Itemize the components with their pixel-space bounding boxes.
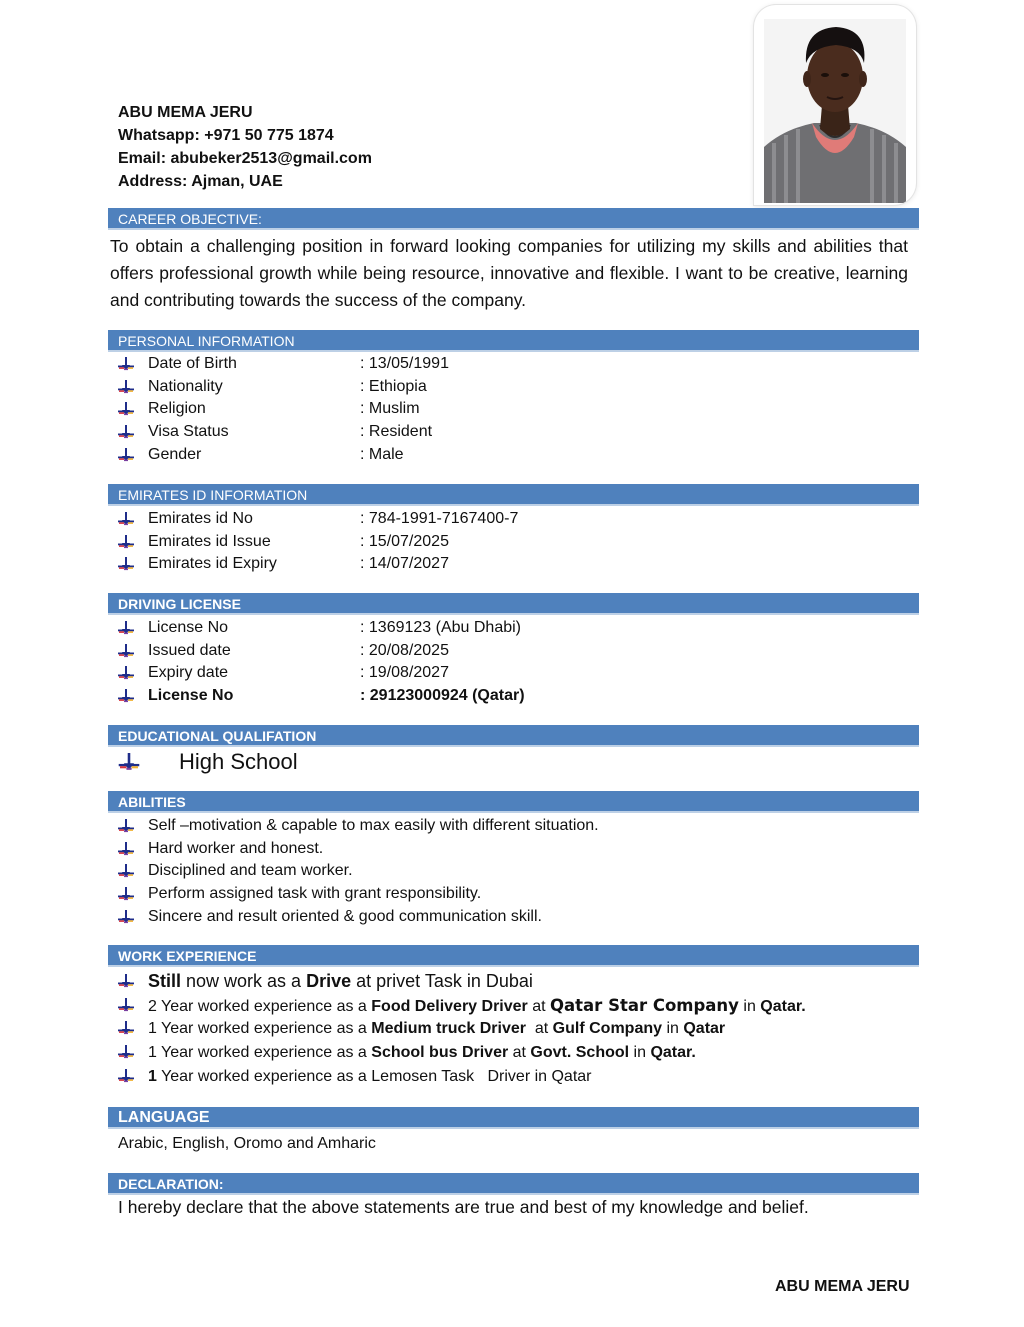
work-location: Qatar. <box>760 997 806 1015</box>
candidate-name: ABU MEMA JERU <box>118 104 253 121</box>
declaration-text: I hereby declare that the above statements are true and best of my knowledge and belief. <box>118 1197 809 1217</box>
arrow-bullet-icon <box>118 512 134 526</box>
arrow-bullet-icon <box>118 666 134 680</box>
field-label: License No <box>148 687 234 705</box>
field-label: Religion <box>148 400 206 418</box>
field-label: Gender <box>148 445 202 463</box>
job-title: Food Delivery Driver <box>371 997 528 1015</box>
work-emphasis: Still <box>148 971 182 991</box>
field-value: : 1369123 (Abu Dhabi) <box>360 619 521 636</box>
work-emphasis: 1 <box>148 1067 157 1085</box>
work-text <box>148 994 806 1019</box>
ability-text: Self –motivation & capable to max easily with different situation. <box>148 817 599 834</box>
job-title: School bus Driver <box>371 1044 509 1062</box>
abilities-header: ABILITIES <box>108 791 919 813</box>
ability-text: Sincere and result oriented & good communication skill. <box>148 907 542 925</box>
arrow-bullet-icon <box>118 644 134 658</box>
arrow-bullet-icon <box>118 753 140 771</box>
education-level: High School <box>179 749 298 774</box>
field-value: : Ethiopia <box>360 377 427 395</box>
declaration-header: DECLARATION: <box>108 1173 919 1195</box>
arrow-bullet-icon <box>118 910 134 924</box>
arrow-bullet-icon <box>118 448 134 462</box>
job-title: Medium truck Driver <box>371 1020 526 1038</box>
ability-text: Disciplined and team worker. <box>148 862 353 880</box>
company-name: Govt. School <box>530 1044 630 1062</box>
arrow-bullet-icon <box>118 380 134 394</box>
work-experience-header: WORK EXPERIENCE <box>108 945 919 967</box>
personal-info-header: PERSONAL INFORMATION <box>108 330 919 352</box>
work-text <box>148 1041 696 1065</box>
arrow-bullet-icon <box>118 689 134 703</box>
work-emphasis: Drive <box>306 971 352 991</box>
field-value: : Muslim <box>360 400 420 418</box>
company-name: Qatar Star Company <box>550 995 739 1015</box>
field-label: Visa Status <box>148 423 229 441</box>
work-fragment: in <box>738 997 761 1015</box>
field-label: Issued date <box>148 641 231 659</box>
arrow-bullet-icon <box>118 535 134 549</box>
driving-license-header: DRIVING LICENSE <box>108 593 919 615</box>
email-address: Email: abubeker2513@gmail.com <box>118 150 372 167</box>
whatsapp-number: Whatsapp: +971 50 775 1874 <box>118 127 334 144</box>
field-value: : 14/07/2027 <box>360 555 449 573</box>
work-fragment: Year worked experience as a Lemosen Task Driver in Qatar <box>156 1067 592 1085</box>
field-value: : 20/08/2025 <box>360 641 449 659</box>
field-label: Emirates id Expiry <box>148 555 277 573</box>
arrow-bullet-icon <box>118 357 134 371</box>
field-value: : 15/07/2025 <box>360 532 449 550</box>
language-header: LANGUAGE <box>108 1107 919 1129</box>
work-fragment: at <box>527 997 550 1015</box>
arrow-bullet-icon <box>118 1045 134 1059</box>
work-fragment: at privet Task in Dubai <box>351 971 533 991</box>
field-label: Date of Birth <box>148 355 237 372</box>
field-value: : 784-1991-7167400-7 <box>360 510 519 527</box>
work-text <box>148 1065 592 1089</box>
arrow-bullet-icon <box>118 974 134 988</box>
field-value: : Resident <box>360 423 433 441</box>
arrow-bullet-icon <box>118 864 134 878</box>
career-objective-text: To obtain a challenging position in forward looking companies for utilizing my skills and abilities that offers professional growth while being resource, innovative and flexible. I want to be creative, learning and contributing towards the success of the company. <box>110 236 908 310</box>
work-fragment: at <box>508 1044 531 1062</box>
arrow-bullet-icon <box>118 621 134 635</box>
work-text <box>148 970 533 994</box>
arrow-bullet-icon <box>118 425 134 439</box>
language-text: Arabic, English, Oromo and Amharic <box>118 1135 376 1152</box>
ability-text: Hard worker and honest. <box>148 839 324 857</box>
work-text <box>148 1017 725 1041</box>
work-fragment: 1 Year worked experience as a <box>148 1044 372 1062</box>
profile-photo <box>754 5 916 205</box>
arrow-bullet-icon <box>118 819 134 833</box>
home-address: Address: Ajman, UAE <box>118 173 283 190</box>
work-fragment: in <box>662 1020 684 1038</box>
work-fragment: 1 Year worked experience as a <box>148 1020 372 1038</box>
profile-photo-image <box>764 19 906 203</box>
work-fragment: 2 Year worked experience as a <box>148 997 372 1015</box>
field-value: : 13/05/1991 <box>360 355 449 372</box>
arrow-bullet-icon <box>118 1021 134 1035</box>
field-value: : Male <box>360 445 404 463</box>
education-header: EDUCATIONAL QUALIFATION <box>108 725 919 747</box>
work-location: Qatar. <box>650 1044 696 1062</box>
arrow-bullet-icon <box>118 887 134 901</box>
field-value: : 29123000924 (Qatar) <box>360 687 525 705</box>
arrow-bullet-icon <box>118 998 134 1012</box>
career-objective-header: CAREER OBJECTIVE: <box>108 208 919 230</box>
ability-text: Perform assigned task with grant responsibility. <box>148 885 482 903</box>
emirates-id-header: EMIRATES ID INFORMATION <box>108 484 919 506</box>
work-fragment: now work as a <box>181 971 307 991</box>
field-label: Nationality <box>148 377 223 395</box>
field-label: Emirates id Issue <box>148 532 271 550</box>
company-name: Gulf Company <box>552 1020 663 1038</box>
field-value: : 19/08/2027 <box>360 664 449 682</box>
arrow-bullet-icon <box>118 1069 134 1083</box>
arrow-bullet-icon <box>118 402 134 416</box>
contact-block <box>118 101 372 193</box>
work-fragment: at <box>525 1020 553 1038</box>
field-label: License No <box>148 619 229 636</box>
footer-signature-name: ABU MEMA JERU <box>775 1278 910 1295</box>
work-location: Qatar <box>683 1020 726 1038</box>
arrow-bullet-icon <box>118 842 134 856</box>
field-label: Expiry date <box>148 664 229 682</box>
field-label: Emirates id No <box>148 510 253 527</box>
arrow-bullet-icon <box>118 557 134 571</box>
work-fragment: in <box>629 1044 651 1062</box>
